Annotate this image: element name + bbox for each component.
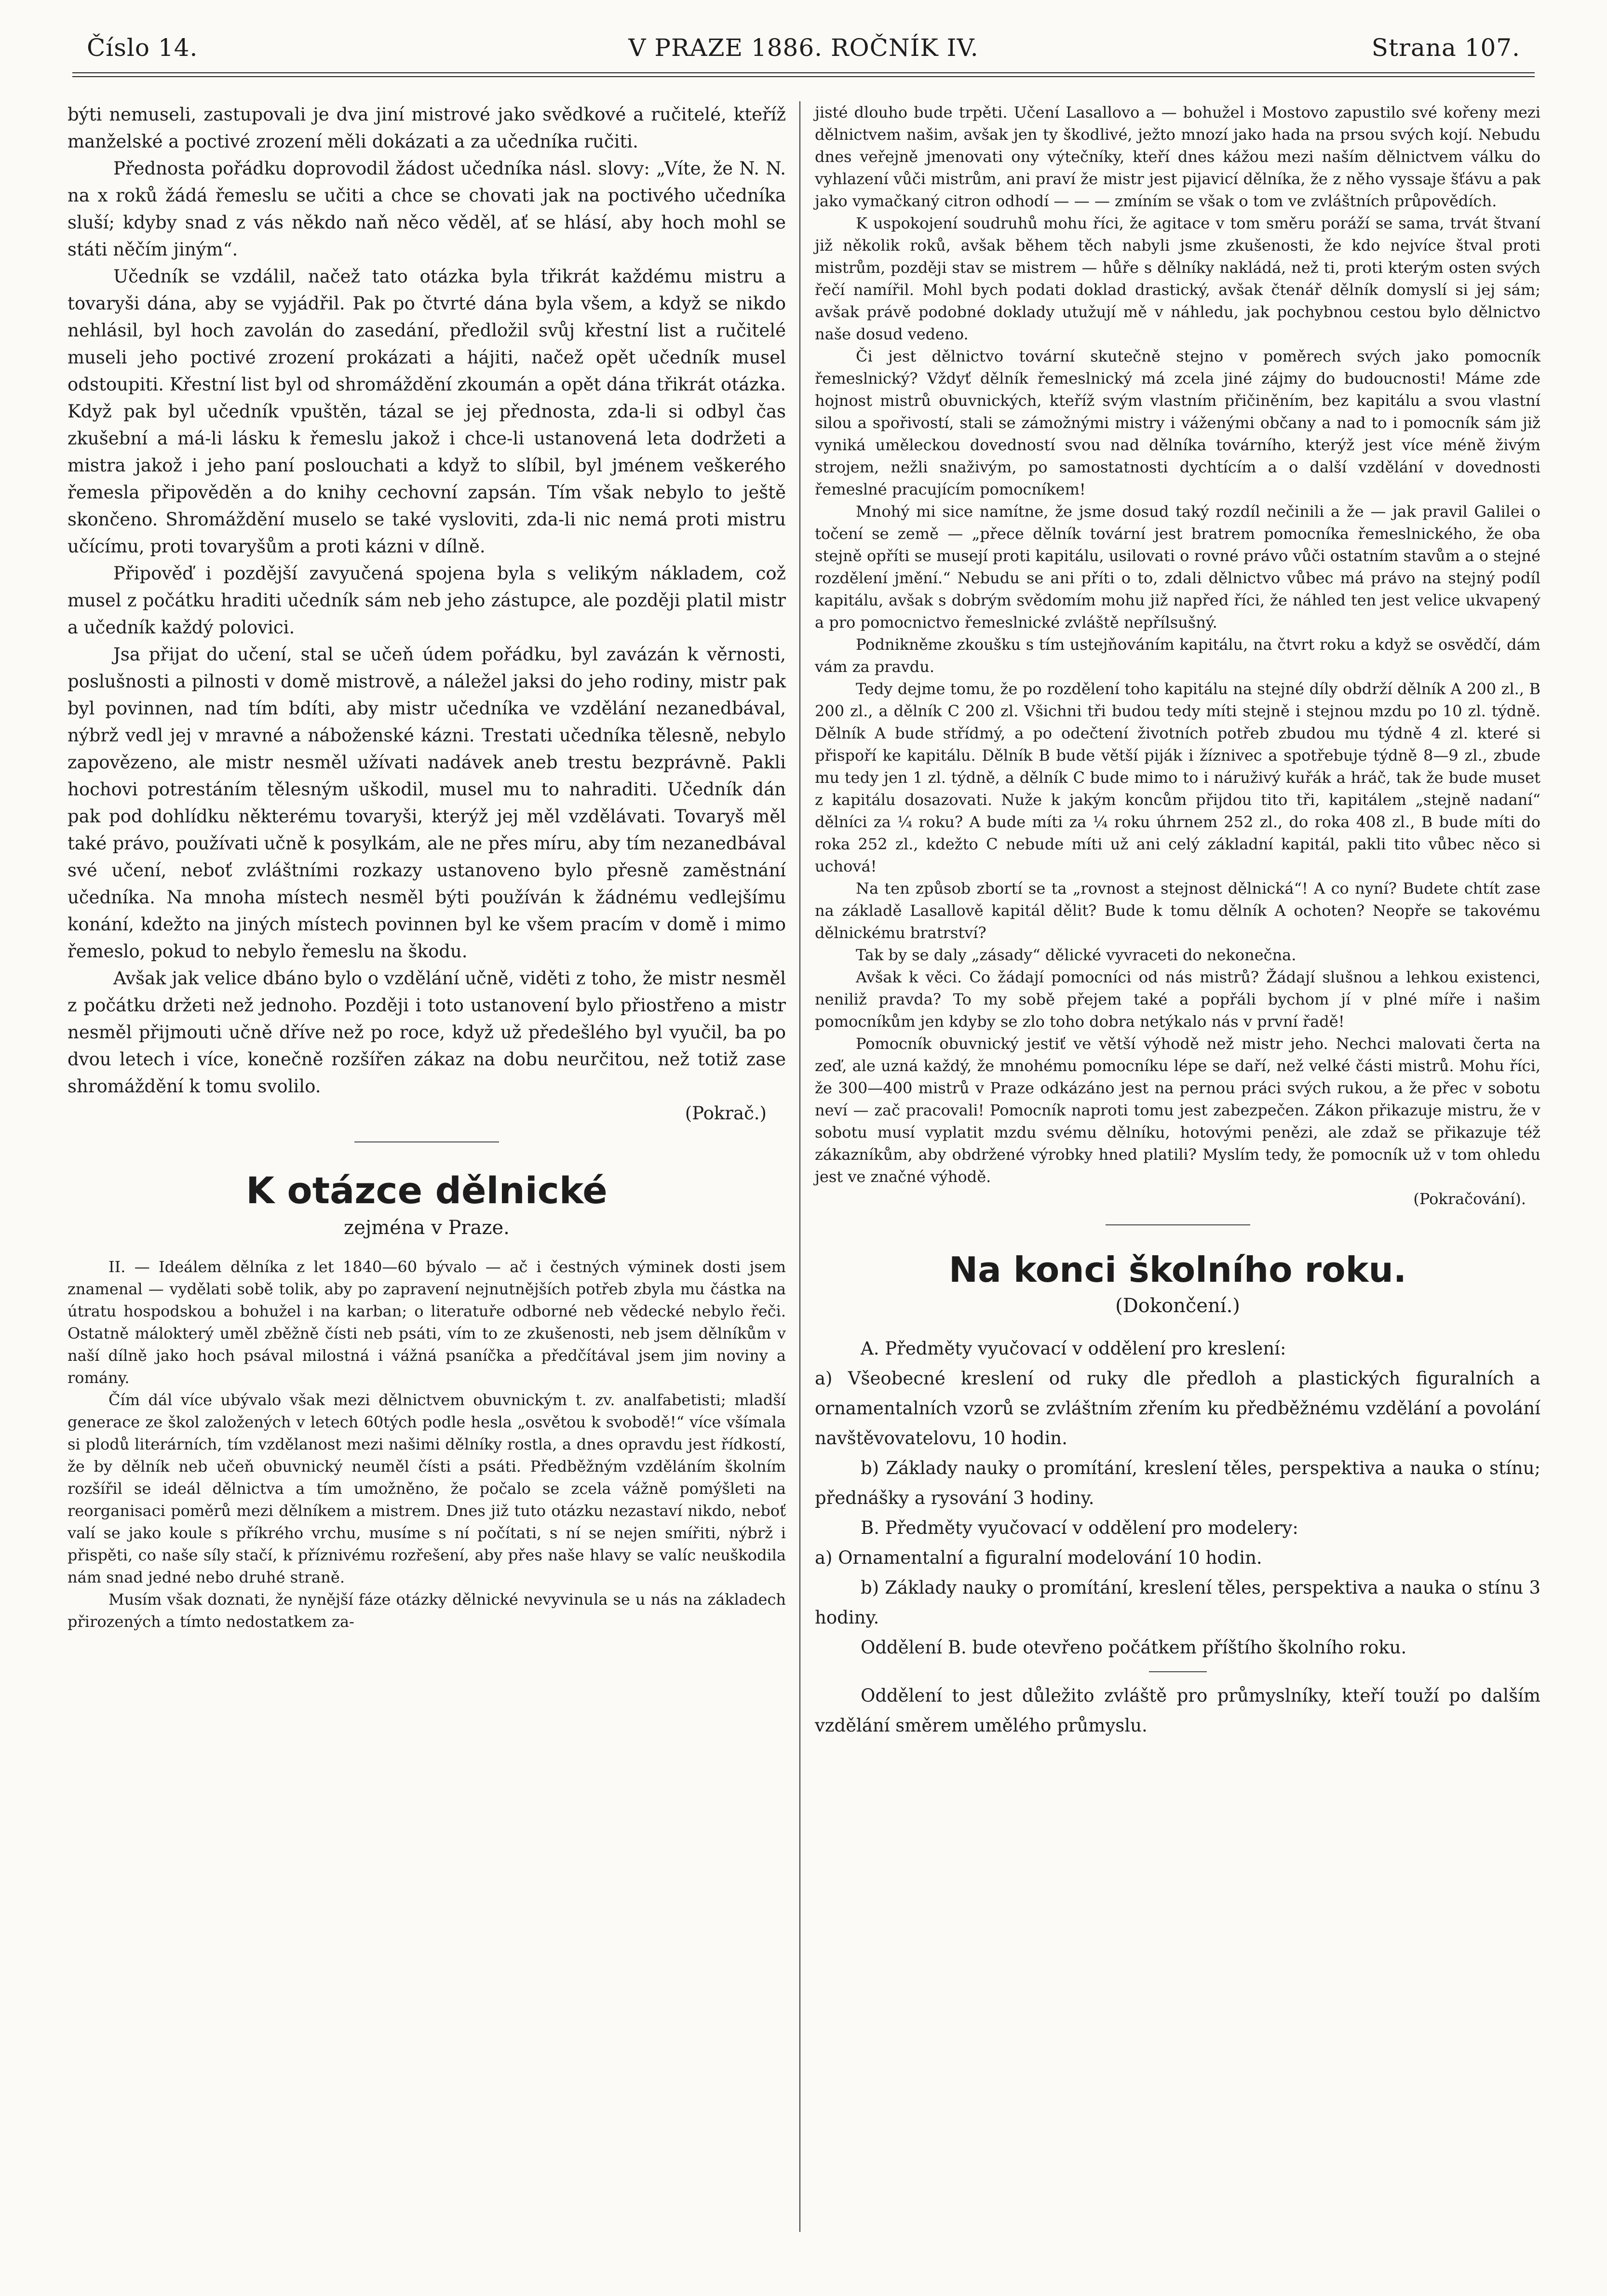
labor-question-article <box>68 1256 786 1633</box>
paragraph: Učedník se vzdálil, načež tato otázka byla třikrát každému mistru a tovaryši dána, aby se vyjádřil. Pak po čtvrté dána byla všem, a když se nikdo nehlásil, byl hoch zavolán do zasedání, předložil svůj křestní list a ručitelé museli jeho poctivé zrození prokázati a hájiti, načež opět učedník musel odstoupiti. Křestní list byl od shromáždění zkoumán a opět dána třikrát otázka. Když pak byl učedník vpuštěn, tázal se jej přednosta, zda-li si odbyl čas zkušební a má-li lásku k řemeslu jakož i chce-li ustanovená leta dodržeti a mistra jakož i jeho paní poslouchati a když to slíbil, byl jménem veškerého řemesla připověděn a do knihy cechovní zapsán. Tím však nebylo to ještě skončeno. Shromáždění muselo se také vysloviti, zda-li nic nemá proti mistru učícímu, proti tovaryšům a proti kázni v dílně. <box>68 266 786 557</box>
paragraph: Na ten způsob zbortí se ta „rovnost a stejnost dělnická“! A co nyní? Budete chtít zase na základě Lasallově kapitál dělit? Bude k tomu dělník A ochoten? Neopře se takovému dělnickému bratrství? <box>815 879 1540 942</box>
continuation-note: (Pokrač.) <box>685 1103 767 1124</box>
continuation-note: (Pokračování). <box>1413 1190 1526 1208</box>
paragraph: K uspokojení soudruhů mohu říci, že agitace v tom směru poráží se sama, trvát štvaní již několik roků, avšak během těch nabyli jsme zkušenosti, že kdo nejvíce štval proti mistrům, později stav se mistrem — hůře s dělníky nakládá, než ti, proti kterým osten svých řečí namířil. Mohl bych podati doklad drastický, avšak čtenář dělník domyslí si jej sám; avšak právě podobné doklady utužují mě v náhledu, jak pochybnou cestou bylo dělnictvo naše dosud vedeno. <box>815 214 1540 343</box>
page-number: Strana 107. <box>1371 34 1520 62</box>
list-item: B. Předměty vyučovací v oddělení pro modelery: <box>861 1517 1298 1538</box>
article-separator <box>1106 1224 1250 1225</box>
school-year-section <box>815 1334 1540 1741</box>
paragraph: II. — Ideálem dělníka z let 1840—60 bývalo — ač i čestných výminek dosti jsem znamenal — vydělati sobě tolik, aby po zapravení nejnutnějších potřeb zbyla mu částka na útratu hospodskou a bohužel i na karban; o literatuře odborné neb vědecké nebylo řeči. Ostatně málokterý uměl zběžně čísti neb psáti, vím to ze zkušenosti, neb jsem dělníkům v naší dílně jako hoch psával milostná i vážná psaníčka a předčítával jsem jim noviny a romány. <box>68 1258 786 1387</box>
paragraph: Podnikněme zkoušku s tím ustejňováním kapitálu, na čtvrt roku a když se osvědčí, dám vám za pravdu. <box>815 635 1540 676</box>
header-rule <box>72 72 1535 73</box>
left-column <box>68 101 786 1633</box>
paragraph: Mnohý mi sice namítne, že jsme dosud taký rozdíl nečinili a že — jak pravil Galilei o točení se země — „přece dělník tovární jest bratrem pomocníka řemeslnického, že oba stejně opříti se musejí proti kapitálu, usilovati o rovné právo vůči ostatním stavům a o stejné rozdělení jmění.“ Nebudu se ani příti o to, zdali dělnictvo vůbec má právo na stejný podíl kapitálu, avšak s dobrým svědomím mohu již napřed říci, že náhled ten jest velice ukvapený a pro pomocnictvo řemeslnické zvláště nepřílsušný. <box>815 502 1540 631</box>
list-item: Oddělení to jest důležito zvláště pro průmyslníky, kteří touží po dalším vzdělání směrem umělého průmyslu. <box>815 1685 1540 1736</box>
section-title: Na konci školního roku. <box>948 1249 1407 1290</box>
paragraph: Jsa přijat do učení, stal se učeň údem pořádku, byl zavázán k věrnosti, poslušnosti a pilnosti v domě mistrově, a náležel jaksi do jeho rodiny, mistr pak byl povinnen, nad tím bdíti, aby mistr učedníka ve vzdělání nezanedbával, nýbrž vedl jej v mravné a náboženské kázni. Trestati učedníka tělesně, nebylo zapovězeno, ale mistr nesměl užívati nadávek aneb trestu bezprávně. Pakli hochovi potrestáním tělesným uškodil, musel mu to nahraditi. Učedník dán pak pod dohlídku některému tovaryši, kterýž jej měl vzdělávati. Tovaryš měl také právo, používati učně k posylkám, ale ne přes míru, aby tím nezanedbával své učení, neboť zvláštními rozkazy ustanoveno bylo přesně zaměstnání učedníka. Na mnoha místech nesměl býti používán k žádnému vedlejšímu konání, kdežto na jiných místech povinnen byl ke všem pracím v domě i mimo řemeslo, pokud to nebylo řemeslu na škodu. <box>68 644 786 962</box>
paragraph: Pomocník obuvnický jestiť ve větší výhodě než mistr jeho. Nechci malovati čerta na zeď, ale uzná každý, že mnohému pomocníku lépe se daří, než velké části mistrů. Mohu říci, že 300—400 mistrů v Praze odkázáno jest na pernou práci svých rukou, a že přec v sobotu neví — zač pracovali! Pomocník naproti tomu jest zabezpečen. Zákon přikazuje mistru, že v sobotu musí vyplatit mzdu svému dělníku, hotovými penězi, ale zdaž se přikazuje též zákazníkům, aby obdržené výrobky hned platili? Myslím tedy, že pomocník už v tom ohledu jest ve značné výhodě. <box>815 1034 1540 1186</box>
paragraph: Připověď i pozdější zavyučená spojena byla s velikým nákladem, což musel z počátku hraditi učedník sám neb jeho zástupce, ale později platil mistr a učedník každý polovici. <box>68 563 786 638</box>
column-divider <box>799 101 800 2232</box>
paragraph: Či jest dělnictvo tovární skutečně stejno v poměrech svých jako pomocník řemeslnický? Vždyť dělník řemeslnický má zcela jiné zájmy do budoucnosti! Máme zde hojnost mistrů obuvnických, kteříž svým vlastním přičiněním, bez kapitálu a svou vlastní silou a spořivostí, stali se zámožnými mistry i váženými občany a nad to i pomocník sám již vyniká uměleckou dovedností svou nad dělníka továrního, kterýž jest více méně živým strojem, nežli snaživým, po samostatnosti dychtícím a o další vzdělání v dovednosti řemeslné pracujícím pomocníkem! <box>815 347 1540 498</box>
paragraph: Tedy dejme tomu, že po rozdělení toho kapitálu na stejné díly obdrží dělník A 200 zl., B 200 zl., a dělník C 200 zl. Všichni tři budou tedy míti stejně i stejnou mzdu po 10 zl. týdně. Dělník A bude střídmý, a po odečtení životních potřeb zbudou mu týdně 4 zl. které si přispoří ke kapitálu. Dělník B bude větší piják i žíznivec a spotřebuje týdně 8—9 zl., zbude mu tedy jen 1 zl. týdně, a dělník C bude mimo to i náruživý kuřák a hráč, tak že bude muset z kapitálu dosazovati. Nuže k jakým koncům přijdou tito tři, kapitálem „stejně nadaní“ dělníci za ¼ roku? A bude míti za ¼ roku úhrnem 252 zl., do roka 408 zl., B bude míti do roka 252 zl., kdežto C nebude míti už ani celý základní kapitál, pakli tito vůbec něco si uchová! <box>815 680 1540 875</box>
paragraph: Avšak jak velice dbáno bylo o vzdělání učně, viděti z toho, že mistr nesměl z počátku držeti než jednoho. Později i toto ustanovení bylo přiostřeno a mistr nesměl přijmouti učně dříve než po roce, když už předešlého byl vyučil, ba po dvou letech i více, konečně rozšířen zákaz na dobu neurčitou, než totiž zase shromáždění k tomu svolilo. <box>68 968 786 1097</box>
list-item: a) Ornamentalní a figuralní modelování 10 hodin. <box>815 1547 1262 1568</box>
item-separator <box>1149 1671 1207 1672</box>
header-rule-double <box>72 76 1535 77</box>
paragraph: Musím však doznati, že nynější fáze otázky dělnické nevyvinula se u nás na základech přirozených a tímto nedostatkem za- <box>68 1590 786 1631</box>
section-subtitle: (Dokončení.) <box>1115 1295 1240 1317</box>
apprentice-article <box>68 101 786 1100</box>
paragraph: jisté dlouho bude trpěti. Učení Lasallovo a — bohužel i Mostovo zapustilo své kořeny mezi dělnictvem našim, avšak jen ty škodlivé, ježto mnozí jako hada na prsou svých kojí. Nebudu dnes veřejně jmenovati ony výtečníky, kteří dnes kážou mezi naším dělnictvem válku do vyhlazení vůči mistrům, ani praví že mistr jest pijavicí dělníka, že z něho vyssaje šťávu a pak jako vymačkaný citron odhodí — — — zmíním se však o tom ve zvláštních průpovědích. <box>815 103 1540 210</box>
issue-number: Číslo 14. <box>87 34 198 62</box>
publication-place-year: V PRAZE 1886. ROČNÍK IV. <box>628 34 979 62</box>
paragraph: Tak by se daly „zásady“ dělické vyvraceti do nekonečna. <box>856 946 1296 964</box>
list-item: b) Základy nauky o promítání, kreslení těles, perspektiva a nauka o stínu; přednášky a rysování 3 hodiny. <box>815 1458 1540 1508</box>
paragraph: Avšak k věci. Co žádají pomocníci od nás mistrů? Žádají slušnou a lehkou existenci, neniliž pravda? To my sobě přejem také a popřáli bychom jí v plné míře i našim pomocníkům jen kdyby se zlo toho dobra netýkalo nás v první řadě! <box>815 968 1540 1031</box>
article-separator <box>354 1141 499 1142</box>
list-item: A. Předměty vyučovací v oddělení pro kreslení: <box>861 1338 1286 1359</box>
page-header <box>58 34 1549 67</box>
list-item: Oddělení B. bude otevřeno počátkem příštího školního roku. <box>861 1637 1407 1658</box>
labor-question-continued <box>815 101 1540 1188</box>
article-title: K otázce dělnické <box>246 1169 608 1212</box>
article-subtitle: zejména v Praze. <box>344 1217 510 1239</box>
list-item: a) Všeobecné kreslení od ruky dle předloh a plastických figuralních a ornamentalních vzorů se zvláštním zřením ku předběžnému vzdělání a povolání navštěvovatelovu, 10 hodin. <box>815 1368 1540 1449</box>
paragraph: býti nemuseli, zastupovali je dva jiní mistrové jako svědkové a ručitelé, kteříž manželské a poctivé zrození měli dokázati a za učedníka ručiti. <box>68 104 786 152</box>
right-column <box>815 101 1540 1741</box>
list-item: b) Základy nauky o promítání, kreslení těles, perspektiva a nauka o stínu 3 hodiny. <box>815 1577 1540 1628</box>
paragraph: Čím dál více ubývalo však mezi dělnictvem obuvnickým t. zv. analfabetisti; mladší generace ze škol založených v letech 60tých podle hesla „osvětou k svobodě!“ více všímala si plodů literárních, tím vzdělanost mezi našimi dělníky rostla, a dnes opravdu jest řídkostí, že by dělník neb učeň obuvnický neuměl čísti a psáti. Předběžným vzděláním školním rozšířil se ideál dělnictva a tím umožněno, že počalo se zcela vážně pomýšleti na reorganisaci poměrů mezi dělníkem a mistrem. Dnes již tuto otázku nezastaví nikdo, neboť valí se jako koule s příkrého vrchu, musíme s ní počítati, s ní se nejen smířiti, nýbrž i přispěti, co naše síly stačí, k příznivému rozřešení, aby přes naše hlavy se valíc neuškodila nám snad jedné nebo druhé straně. <box>68 1391 786 1586</box>
paragraph: Přednosta pořádku doprovodil žádost učedníka násl. slovy: „Víte, že N. N. na x roků žádá řemeslu se učiti a chce se chovati jak na poctivého učedníka sluší; kdyby snad z vás někdo naň něco věděl, ať se hlásí, aby hoch mohl se státi něčím jiným“. <box>68 158 786 260</box>
